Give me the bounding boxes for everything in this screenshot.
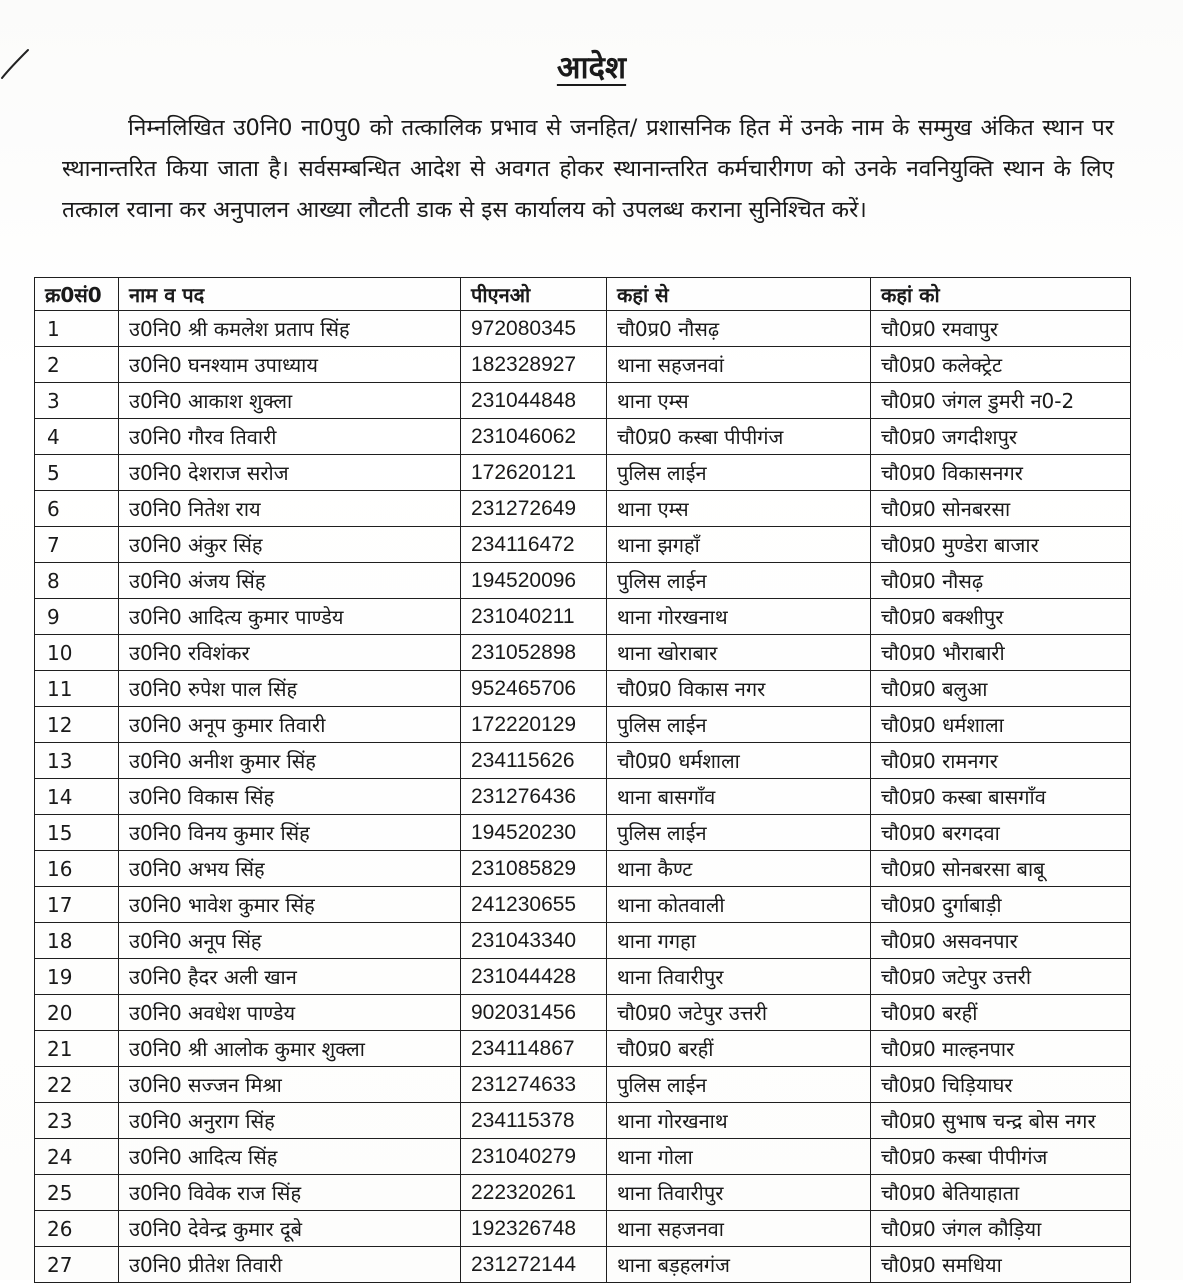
cell-from: चौ0प्र0 जटेपुर उत्तरी [607,995,871,1031]
cell-serial: 8 [35,563,119,599]
table-row [35,779,1131,815]
cell-pno: 194520096 [461,563,607,599]
cell-to: चौ0प्र0 विकासनगर [871,455,1131,491]
cell-pno: 231043340 [461,923,607,959]
cell-to: चौ0प्र0 जटेपुर उत्तरी [871,959,1131,995]
transfer-table-container [34,277,1130,1277]
table-row [35,419,1131,455]
cell-to: चौ0प्र0 दुर्गाबाड़ी [871,887,1131,923]
cell-pno: 172220129 [461,707,607,743]
cell-pno: 192326748 [461,1211,607,1247]
page-title-text: आदेश [556,50,627,86]
cell-name: उ0नि0 श्री कमलेश प्रताप सिंह [119,311,461,347]
cell-from: पुलिस लाईन [607,707,871,743]
cell-serial: 10 [35,635,119,671]
cell-to: चौ0प्र0 धर्मशाला [871,707,1131,743]
cell-to: चौ0प्र0 कलेक्ट्रेट [871,347,1131,383]
header-pno: पीएनओ [461,278,607,311]
cell-serial: 17 [35,887,119,923]
cell-to: चौ0प्र0 जगदीशपुर [871,419,1131,455]
cell-to: चौ0प्र0 सोनबरसा बाबू [871,851,1131,887]
cell-name: उ0नि0 भावेश कुमार सिंह [119,887,461,923]
cell-from: थाना गोरखनाथ [607,1103,871,1139]
cell-pno: 194520230 [461,815,607,851]
cell-serial: 7 [35,527,119,563]
table-row [35,851,1131,887]
cell-name: उ0नि0 आदित्य सिंह [119,1139,461,1175]
table-row [35,815,1131,851]
cell-name: उ0नि0 हैदर अली खान [119,959,461,995]
cell-pno: 972080345 [461,311,607,347]
cell-name: उ0नि0 अंजय सिंह [119,563,461,599]
table-row [35,1067,1131,1103]
cell-to: चौ0प्र0 कस्बा पीपीगंज [871,1139,1131,1175]
cell-pno: 234115378 [461,1103,607,1139]
cell-pno: 231044848 [461,383,607,419]
table-row [35,1031,1131,1067]
table-row [35,707,1131,743]
cell-name: उ0नि0 घनश्याम उपाध्याय [119,347,461,383]
header-from: कहां से [607,278,871,311]
cell-from: थाना गोरखनाथ [607,599,871,635]
cell-serial: 9 [35,599,119,635]
cell-name: उ0नि0 अवधेश पाण्डेय [119,995,461,1031]
header-name: नाम व पद [119,278,461,311]
cell-pno: 231040211 [461,599,607,635]
cell-pno: 182328927 [461,347,607,383]
table-row [35,311,1131,347]
cell-name: उ0नि0 अनुराग सिंह [119,1103,461,1139]
cell-pno: 234116472 [461,527,607,563]
cell-name: उ0नि0 देवेन्द्र कुमार दूबे [119,1211,461,1247]
cell-to: चौ0प्र0 समधिया [871,1247,1131,1283]
cell-serial: 18 [35,923,119,959]
cell-to: चौ0प्र0 मुण्डेरा बाजार [871,527,1131,563]
cell-name: उ0नि0 देशराज सरोज [119,455,461,491]
cell-from: चौ0प्र0 विकास नगर [607,671,871,707]
cell-to: चौ0प्र0 सुभाष चन्द्र बोस नगर [871,1103,1131,1139]
cell-name: उ0नि0 रुपेश पाल सिंह [119,671,461,707]
cell-pno: 231274633 [461,1067,607,1103]
cell-serial: 25 [35,1175,119,1211]
cell-name: उ0नि0 आदित्य कुमार पाण्डेय [119,599,461,635]
cell-serial: 4 [35,419,119,455]
cell-name: उ0नि0 श्री आलोक कुमार शुक्ला [119,1031,461,1067]
cell-pno: 234114867 [461,1031,607,1067]
cell-pno: 952465706 [461,671,607,707]
table-row [35,959,1131,995]
cell-pno: 231046062 [461,419,607,455]
cell-from: थाना कैण्ट [607,851,871,887]
table-body [35,311,1131,1283]
cell-from: पुलिस लाईन [607,1067,871,1103]
cell-from: थाना सहजनवा [607,1211,871,1247]
cell-pno: 231272649 [461,491,607,527]
cell-from: थाना झगहाँ [607,527,871,563]
cell-from: चौ0प्र0 बरहीं [607,1031,871,1067]
cell-to: चौ0प्र0 असवनपार [871,923,1131,959]
cell-serial: 26 [35,1211,119,1247]
cell-to: चौ0प्र0 नौसढ़ [871,563,1131,599]
cell-to: चौ0प्र0 रामनगर [871,743,1131,779]
cell-to: चौ0प्र0 बेतियाहाता [871,1175,1131,1211]
cell-serial: 23 [35,1103,119,1139]
cell-from: पुलिस लाईन [607,455,871,491]
cell-to: चौ0प्र0 जंगल कौड़िया [871,1211,1131,1247]
cell-pno: 231272144 [461,1247,607,1283]
cell-name: उ0नि0 अनूप सिंह [119,923,461,959]
cell-name: उ0नि0 गौरव तिवारी [119,419,461,455]
cell-to: चौ0प्र0 बक्शीपुर [871,599,1131,635]
cell-serial: 14 [35,779,119,815]
cell-from: चौ0प्र0 कस्बा पीपीगंज [607,419,871,455]
table-row [35,1175,1131,1211]
table-row [35,491,1131,527]
table-row [35,671,1131,707]
cell-serial: 16 [35,851,119,887]
cell-pno: 231040279 [461,1139,607,1175]
cell-from: थाना एम्स [607,491,871,527]
cell-serial: 22 [35,1067,119,1103]
table-row [35,347,1131,383]
cell-name: उ0नि0 अंकुर सिंह [119,527,461,563]
cell-serial: 27 [35,1247,119,1283]
cell-pno: 231044428 [461,959,607,995]
cell-to: चौ0प्र0 बलुआ [871,671,1131,707]
cell-serial: 6 [35,491,119,527]
cell-serial: 13 [35,743,119,779]
cell-from: पुलिस लाईन [607,563,871,599]
cell-serial: 1 [35,311,119,347]
cell-from: थाना बड़हलगंज [607,1247,871,1283]
cell-from: थाना गोला [607,1139,871,1175]
cell-to: चौ0प्र0 माल्हनपार [871,1031,1131,1067]
cell-to: चौ0प्र0 जंगल डुमरी न0-2 [871,383,1131,419]
cell-name: उ0नि0 सज्जन मिश्रा [119,1067,461,1103]
cell-pno: 172620121 [461,455,607,491]
cell-name: उ0नि0 रविशंकर [119,635,461,671]
cell-from: थाना सहजनवां [607,347,871,383]
header-serial: क्र0सं0 [35,278,119,311]
cell-to: चौ0प्र0 बरगदवा [871,815,1131,851]
cell-from: थाना एम्स [607,383,871,419]
cell-name: उ0नि0 अभय सिंह [119,851,461,887]
cell-to: चौ0प्र0 सोनबरसा [871,491,1131,527]
cell-serial: 19 [35,959,119,995]
cell-from: थाना गगहा [607,923,871,959]
cell-name: उ0नि0 विनय कुमार सिंह [119,815,461,851]
cell-pno: 902031456 [461,995,607,1031]
cell-from: चौ0प्र0 नौसढ़ [607,311,871,347]
cell-serial: 2 [35,347,119,383]
cell-serial: 24 [35,1139,119,1175]
cell-to: चौ0प्र0 चिड़ियाघर [871,1067,1131,1103]
table-row [35,1103,1131,1139]
cell-pno: 231052898 [461,635,607,671]
cell-to: चौ0प्र0 कस्बा बासगाँव [871,779,1131,815]
table-header-row [35,278,1131,311]
cell-to: चौ0प्र0 बरहीं [871,995,1131,1031]
cell-name: उ0नि0 अनूप कुमार तिवारी [119,707,461,743]
transfer-table [34,277,1131,1283]
cell-pno: 241230655 [461,887,607,923]
cell-serial: 11 [35,671,119,707]
table-row [35,923,1131,959]
cell-serial: 15 [35,815,119,851]
cell-name: उ0नि0 प्रीतेश तिवारी [119,1247,461,1283]
table-row [35,599,1131,635]
cell-serial: 3 [35,383,119,419]
cell-from: चौ0प्र0 धर्मशाला [607,743,871,779]
cell-name: उ0नि0 आकाश शुक्ला [119,383,461,419]
table-row [35,1211,1131,1247]
cell-serial: 20 [35,995,119,1031]
table-row [35,455,1131,491]
cell-to: चौ0प्र0 रमवापुर [871,311,1131,347]
cell-pno: 222320261 [461,1175,607,1211]
cell-name: उ0नि0 अनीश कुमार सिंह [119,743,461,779]
cell-pno: 231276436 [461,779,607,815]
order-paragraph: निम्नलिखित उ0नि0 ना0पु0 को तत्कालिक प्रभाव से जनहित/ प्रशासनिक हित में उनके नाम के सम्मुख अंकित स्थान पर स्थानान्तरित किया जाता है। सर्वसम्बन्धित आदेश से अवगत होकर स्थानान्तरित कर्मचारीगण को उनके नवनियुक्ति स्थान के लिए तत्काल रवाना कर अनुपालन आख्या लौटती डाक से इस कार्यालय को उपलब्ध कराना सुनिश्चित करें। [62,115,1114,223]
cell-from: थाना कोतवाली [607,887,871,923]
cell-name: उ0नि0 विवेक राज सिंह [119,1175,461,1211]
table-row [35,635,1131,671]
table-row [35,1139,1131,1175]
cell-to: चौ0प्र0 भौराबारी [871,635,1131,671]
cell-serial: 12 [35,707,119,743]
cell-name: उ0नि0 विकास सिंह [119,779,461,815]
cell-from: थाना तिवारीपुर [607,959,871,995]
table-row [35,887,1131,923]
page-title [0,48,1183,88]
cell-name: उ0नि0 नितेश राय [119,491,461,527]
cell-pno: 234115626 [461,743,607,779]
cell-pno: 231085829 [461,851,607,887]
cell-from: थाना बासगाँव [607,779,871,815]
table-row [35,383,1131,419]
cell-from: थाना खोराबार [607,635,871,671]
header-to: कहां को [871,278,1131,311]
table-row [35,1247,1131,1283]
table-row [35,743,1131,779]
table-row [35,527,1131,563]
cell-from: थाना तिवारीपुर [607,1175,871,1211]
cell-serial: 5 [35,455,119,491]
cell-serial: 21 [35,1031,119,1067]
cell-from: पुलिस लाईन [607,815,871,851]
table-row [35,563,1131,599]
table-row [35,995,1131,1031]
